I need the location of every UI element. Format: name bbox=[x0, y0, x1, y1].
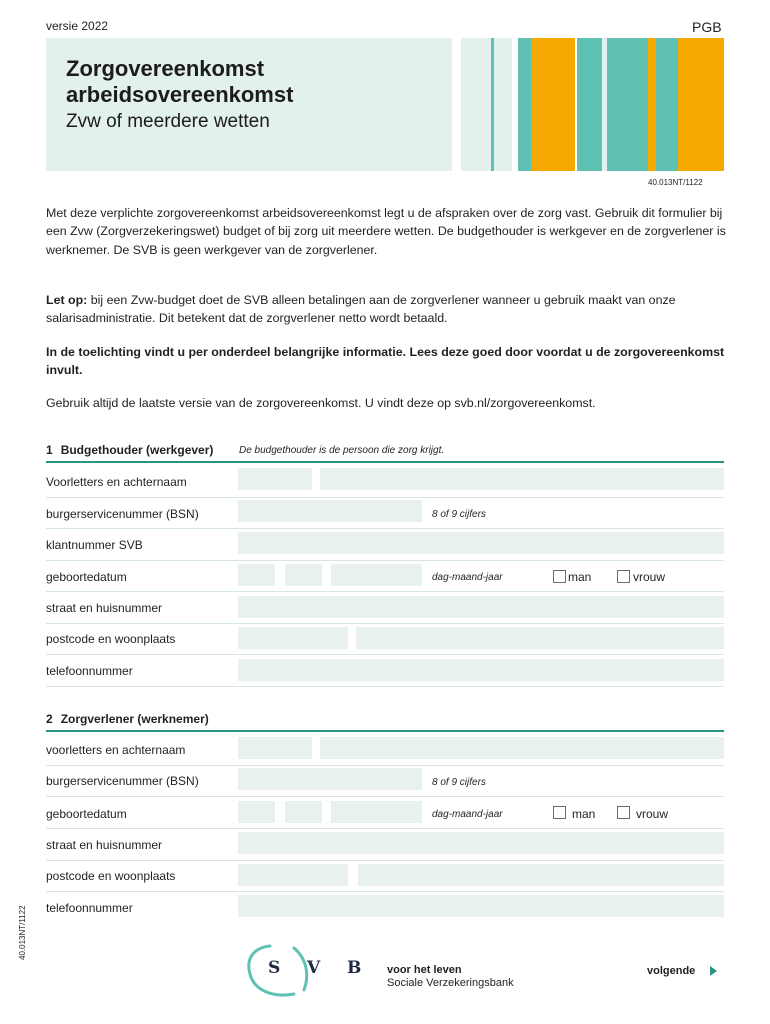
caregiver-surname-input[interactable] bbox=[320, 737, 724, 759]
caregiver-female-label: vrouw bbox=[636, 807, 669, 821]
stripe bbox=[656, 38, 678, 171]
budgetholder-city-input[interactable] bbox=[356, 627, 724, 649]
budgetholder-initials-input[interactable] bbox=[238, 468, 312, 490]
brand-name: Sociale Verzekeringsbank bbox=[387, 977, 514, 989]
caregiver-name-label: voorletters en achternaam bbox=[46, 743, 186, 757]
logo-letter-s: S bbox=[268, 958, 281, 978]
section-2-rule bbox=[46, 730, 724, 732]
budgetholder-bsn-hint: 8 of 9 cijfers bbox=[432, 509, 486, 520]
caregiver-street-input[interactable] bbox=[238, 832, 724, 854]
caregiver-city-input[interactable] bbox=[358, 864, 724, 886]
section-1-title: Budgethouder (werkgever) bbox=[60, 443, 214, 457]
caregiver-phone-input[interactable] bbox=[238, 895, 724, 917]
budgetholder-dob-label: geboortedatum bbox=[46, 570, 127, 584]
next-arrow-icon[interactable] bbox=[710, 966, 717, 976]
stripe bbox=[577, 38, 602, 171]
caregiver-dob-year-input[interactable] bbox=[331, 801, 422, 823]
next-link[interactable]: volgende bbox=[647, 965, 696, 977]
budgetholder-male-checkbox[interactable] bbox=[553, 570, 566, 583]
caregiver-street-label: straat en huisnummer bbox=[46, 838, 163, 852]
caregiver-postcode-input[interactable] bbox=[238, 864, 348, 886]
version-paragraph: Gebruik altijd de laatste versie van de zorgovereenkomst. U vindt deze op svb.nl/zorgovereenkomst. bbox=[46, 396, 596, 410]
budgetholder-female-checkbox[interactable] bbox=[617, 570, 630, 583]
page-subtitle: Zvw of meerdere wetten bbox=[66, 111, 270, 132]
budgetholder-name-label: Voorletters en achternaam bbox=[46, 475, 187, 489]
caregiver-postcode-label: postcode en woonplaats bbox=[46, 869, 176, 883]
section-1-heading bbox=[46, 443, 213, 457]
notice-text: bij een Zvw-budget doet de SVB alleen betalingen aan de zorgverlener wanneer u gebruik maakt van onze salarisadministratie. Dit betekent dat de zorgverlener netto wordt betaald. bbox=[46, 293, 676, 326]
caregiver-initials-input[interactable] bbox=[238, 737, 312, 759]
budgetholder-surname-input[interactable] bbox=[320, 468, 724, 490]
logo-letter-v: V bbox=[307, 958, 321, 978]
budgetholder-street-input[interactable] bbox=[238, 596, 724, 618]
section-2-heading bbox=[46, 712, 209, 726]
caregiver-female-checkbox[interactable] bbox=[617, 806, 630, 819]
section-1-number: 1 bbox=[46, 443, 53, 457]
budgetholder-client-input[interactable] bbox=[238, 532, 724, 554]
caregiver-dob-hint: dag-maand-jaar bbox=[432, 809, 503, 820]
section-1-note: De budgethouder is de persoon die zorg krijgt. bbox=[239, 445, 445, 456]
budgetholder-dob-month-input[interactable] bbox=[285, 564, 322, 586]
caregiver-bsn-label: burgerservicenummer (BSN) bbox=[46, 774, 199, 788]
logo-letter-b: B bbox=[347, 958, 362, 978]
svb-logo bbox=[246, 942, 372, 998]
budgetholder-postcode-label: postcode en woonplaats bbox=[46, 632, 176, 646]
section-2-number: 2 bbox=[46, 712, 53, 726]
notice-paragraph bbox=[46, 291, 726, 328]
side-form-number: 40.013NT/1122 bbox=[18, 905, 27, 960]
budgetholder-bsn-label: burgerservicenummer (BSN) bbox=[46, 507, 199, 521]
page-title-line1: Zorgovereenkomst bbox=[66, 56, 265, 81]
stripe bbox=[678, 38, 724, 171]
budgetholder-bsn-input[interactable] bbox=[238, 500, 422, 522]
form-number: 40.013NT/1122 bbox=[648, 178, 703, 187]
caregiver-dob-month-input[interactable] bbox=[285, 801, 322, 823]
budgetholder-dob-hint: dag-maand-jaar bbox=[432, 572, 503, 583]
budgetholder-female-label: vrouw bbox=[633, 570, 666, 584]
logo-swoosh-right bbox=[294, 948, 307, 990]
notice-label: Let op: bbox=[46, 293, 88, 307]
caregiver-male-label: man bbox=[572, 807, 596, 821]
budgetholder-street-label: straat en huisnummer bbox=[46, 601, 163, 615]
budgetholder-male-label: man bbox=[568, 570, 592, 584]
budgetholder-client-label: klantnummer SVB bbox=[46, 538, 143, 552]
section-1-rule bbox=[46, 461, 724, 463]
instruction-paragraph: In de toelichting vindt u per onderdeel belangrijke informatie. Lees deze goed door voordat u de zorgovereenkomst invult. bbox=[46, 345, 725, 378]
caregiver-bsn-hint: 8 of 9 cijfers bbox=[432, 777, 486, 788]
caregiver-phone-label: telefoonnummer bbox=[46, 901, 133, 915]
section-2-title: Zorgverlener (werknemer) bbox=[60, 712, 209, 726]
stripe bbox=[531, 38, 575, 171]
intro-paragraph: Met deze verplichte zorgovereenkomst arbeidsovereenkomst legt u de afspraken over de zorg vast. Gebruik dit formulier bij een Zvw (Zorgverzekeringswet) budget of bij zorg uit meerdere wetten. De budgethouder is werkgever en de zorgverlener is werknemer. De SVB is geen werkgever van de zorgverlener. bbox=[46, 206, 726, 257]
caregiver-male-checkbox[interactable] bbox=[553, 806, 566, 819]
brand-tagline: voor het leven bbox=[387, 964, 462, 976]
pgb-label: PGB bbox=[692, 19, 722, 35]
stripe bbox=[648, 38, 656, 171]
budgetholder-dob-day-input[interactable] bbox=[238, 564, 275, 586]
page-title-line2: arbeidsovereenkomst bbox=[66, 82, 294, 107]
budgetholder-phone-label: telefoonnummer bbox=[46, 664, 133, 678]
caregiver-dob-day-input[interactable] bbox=[238, 801, 275, 823]
budgetholder-phone-input[interactable] bbox=[238, 659, 724, 681]
stripe bbox=[461, 38, 491, 171]
budgetholder-postcode-input[interactable] bbox=[238, 627, 348, 649]
stripe bbox=[607, 38, 648, 171]
caregiver-dob-label: geboortedatum bbox=[46, 807, 127, 821]
budgetholder-dob-year-input[interactable] bbox=[331, 564, 422, 586]
stripe bbox=[518, 38, 531, 171]
version-label: versie 2022 bbox=[46, 19, 109, 33]
stripe bbox=[494, 38, 512, 171]
caregiver-bsn-input[interactable] bbox=[238, 768, 422, 790]
